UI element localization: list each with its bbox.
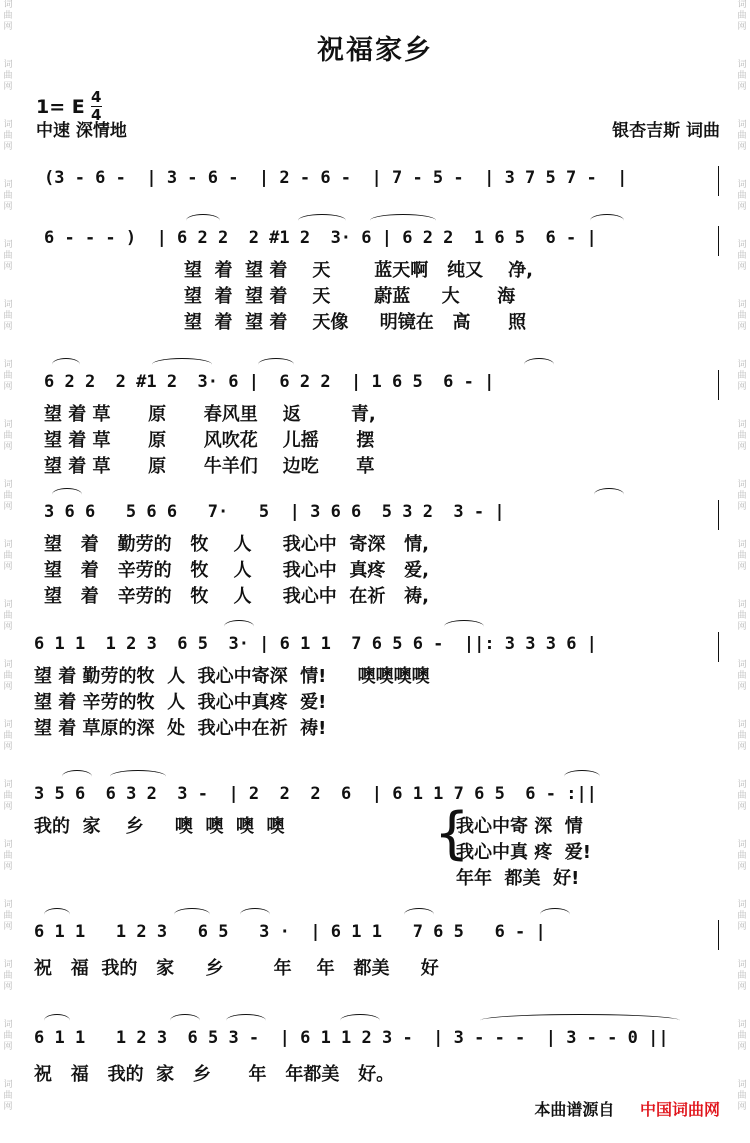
watermark-char: 词 — [737, 240, 747, 250]
watermark-char: 网 — [3, 682, 13, 692]
watermark-char: 网 — [3, 82, 13, 92]
watermark-char: 网 — [3, 142, 13, 152]
watermark-cell — [2, 1080, 14, 1140]
notation-row — [0, 1020, 750, 1056]
watermark-cell — [2, 60, 14, 120]
notation-row — [0, 494, 750, 530]
watermark-char: 曲 — [3, 911, 13, 921]
notation-row — [0, 914, 750, 950]
watermark-char: 曲 — [737, 791, 747, 801]
watermark-char: 词 — [3, 1080, 13, 1090]
watermark-char: 曲 — [3, 551, 13, 561]
watermark-char: 网 — [737, 922, 747, 932]
watermark-char: 词 — [3, 240, 13, 250]
watermark-char: 网 — [737, 622, 747, 632]
lyric-line-3: 望 着 草原的深 处 我心中在祈 祷! — [34, 718, 327, 739]
page-title: 祝福家乡 — [317, 35, 433, 66]
watermark-char: 网 — [3, 802, 13, 812]
watermark-char: 曲 — [737, 491, 747, 501]
lyric-line-1: 祝 福 我的 家 乡 年 年都美 好。 — [34, 1064, 395, 1085]
notation: 3 5 6 6 3 2 3 - | 2 2 2 6 | 6 1 1 7 6 5 6 - :|| — [34, 784, 597, 804]
watermark-char: 词 — [737, 1080, 747, 1090]
lyric-line-3: 望 着 辛劳的 牧 人 我心中 在祈 祷, — [44, 586, 429, 607]
notation-row — [0, 626, 750, 662]
notation: 6 1 1 1 2 3 6 5 3 - | 6 1 1 2 3 - | 3 - - - | 3 - - 0 || — [34, 1028, 669, 1048]
notation: 6 - - - ) | 6 2 2 2 #1 2 3· 6 | 6 2 2 1 6 5 6 - | — [44, 228, 597, 248]
watermark-char: 曲 — [3, 851, 13, 861]
watermark-char: 词 — [3, 300, 13, 310]
lyric-line-2: 望 着 辛劳的牧 人 我心中真疼 爱! — [34, 692, 327, 713]
watermark-char: 词 — [737, 960, 747, 970]
watermark-char: 词 — [3, 420, 13, 430]
lyric-line-3: 望 着 草 原 牛羊们 边吃 草 — [44, 456, 375, 477]
tempo-marking: 中速 深情地 — [36, 121, 127, 141]
watermark-char: 曲 — [737, 851, 747, 861]
watermark-char: 网 — [737, 322, 747, 332]
watermark-char: 曲 — [737, 551, 747, 561]
key-label: 1= E — [36, 95, 85, 118]
watermark-char: 曲 — [737, 11, 747, 21]
watermark-char: 网 — [3, 502, 13, 512]
watermark-char: 网 — [737, 82, 747, 92]
watermark-char: 曲 — [3, 431, 13, 441]
watermark-char: 词 — [737, 660, 747, 670]
watermark-char: 网 — [3, 442, 13, 452]
watermark-char: 词 — [3, 900, 13, 910]
watermark-char: 曲 — [3, 71, 13, 81]
watermark-char: 网 — [3, 982, 13, 992]
watermark-cell — [736, 1080, 748, 1140]
watermark-char: 词 — [3, 660, 13, 670]
footer-source: 本曲谱源自 — [534, 1100, 615, 1119]
watermark-char: 曲 — [737, 191, 747, 201]
watermark-char: 网 — [3, 22, 13, 32]
lyric-line-1: 望 着 望 着 天 蓝天啊 纯又 净, — [184, 260, 533, 281]
watermark-char: 词 — [3, 720, 13, 730]
watermark-char: 词 — [737, 60, 747, 70]
watermark-char: 网 — [3, 922, 13, 932]
watermark-char: 曲 — [737, 131, 747, 141]
watermark-char: 网 — [3, 322, 13, 332]
watermark-char: 词 — [3, 0, 13, 10]
watermark-char: 词 — [737, 300, 747, 310]
watermark-char: 曲 — [3, 791, 13, 801]
watermark-char: 词 — [737, 1020, 747, 1030]
watermark-char: 词 — [737, 360, 747, 370]
notation: (3 - 6 - | 3 - 6 - | 2 - 6 - | 7 - 5 - | 3 7 5 7 - | — [44, 168, 628, 188]
watermark-char: 曲 — [737, 731, 747, 741]
watermark-char: 曲 — [737, 71, 747, 81]
notation-row — [0, 220, 750, 256]
watermark-char: 词 — [3, 120, 13, 130]
watermark-char: 词 — [737, 120, 747, 130]
notation: 6 1 1 1 2 3 6 5 3· | 6 1 1 7 6 5 6 - ||: 3 3 3 6 | — [34, 634, 597, 654]
watermark-char: 网 — [3, 1042, 13, 1052]
watermark-char: 词 — [3, 60, 13, 70]
watermark-char: 词 — [737, 780, 747, 790]
watermark-char: 词 — [737, 0, 747, 10]
lyric-line-1: 祝 福 我的 家 乡 年 年 都美 好 — [34, 958, 439, 979]
watermark-char: 曲 — [737, 611, 747, 621]
watermark-char: 网 — [737, 22, 747, 32]
lyric-line-2: 望 着 辛劳的 牧 人 我心中 真疼 爱, — [44, 560, 429, 581]
watermark-char: 网 — [737, 982, 747, 992]
watermark-char: 曲 — [737, 1031, 747, 1041]
watermark-char: 词 — [3, 1020, 13, 1030]
watermark-char: 网 — [3, 622, 13, 632]
lyric-line-3: 望 着 望 着 天像 明镜在 高 照 — [184, 312, 527, 333]
watermark-char: 网 — [737, 802, 747, 812]
notation-row — [0, 776, 750, 812]
watermark-char: 网 — [3, 202, 13, 212]
lyric-line-2: 望 着 望 着 天 蔚蓝 大 海 — [184, 286, 516, 307]
watermark-char: 网 — [3, 562, 13, 572]
watermark-char: 词 — [737, 720, 747, 730]
watermark-char: 曲 — [3, 131, 13, 141]
watermark-char: 曲 — [3, 491, 13, 501]
watermark-char: 曲 — [737, 311, 747, 321]
watermark-char: 网 — [3, 1102, 13, 1112]
time-top: 4 — [91, 88, 102, 106]
watermark-char: 曲 — [737, 911, 747, 921]
watermark-char: 词 — [737, 600, 747, 610]
credit: 银杏吉斯 词曲 — [612, 121, 720, 141]
watermark-char: 网 — [737, 202, 747, 212]
watermark-char: 曲 — [737, 251, 747, 261]
watermark-char: 曲 — [3, 251, 13, 261]
watermark-char: 曲 — [3, 611, 13, 621]
watermark-char: 词 — [737, 480, 747, 490]
lyric-line-2: 我心中寄 深 情 — [456, 816, 583, 837]
watermark-char: 曲 — [3, 971, 13, 981]
watermark-char: 词 — [3, 180, 13, 190]
watermark-char: 曲 — [3, 731, 13, 741]
watermark-char: 曲 — [3, 671, 13, 681]
lyric-line-1: 我的 家 乡 噢 噢 噢 噢 — [34, 816, 285, 837]
lyric-line-2: 望 着 草 原 风吹花 儿摇 摆 — [44, 430, 375, 451]
notation: 6 2 2 2 #1 2 3· 6 | 6 2 2 | 1 6 5 6 - | — [44, 372, 495, 392]
watermark-char: 曲 — [3, 1031, 13, 1041]
watermark-char: 网 — [3, 382, 13, 392]
verse-bracket: { — [434, 801, 470, 866]
watermark-char: 曲 — [737, 671, 747, 681]
footer — [534, 1097, 720, 1120]
watermark-char: 曲 — [3, 191, 13, 201]
lyric-line-1: 望 着 勤劳的牧 人 我心中寄深 情! 噢噢噢噢 — [34, 666, 430, 687]
watermark-char: 词 — [3, 960, 13, 970]
notation-row — [0, 364, 750, 400]
watermark-char: 词 — [3, 780, 13, 790]
watermark-char: 网 — [737, 862, 747, 872]
watermark-char: 曲 — [3, 311, 13, 321]
watermark-char: 网 — [737, 142, 747, 152]
lyric-line-3: 我心中真 疼 爱! — [456, 842, 592, 863]
watermark-char: 词 — [3, 360, 13, 370]
watermark-char: 曲 — [737, 1091, 747, 1101]
watermark-char: 词 — [737, 840, 747, 850]
watermark-char: 网 — [3, 262, 13, 272]
notation-row — [0, 160, 750, 196]
lyric-line-1: 望 着 勤劳的 牧 人 我心中 寄深 情, — [44, 534, 429, 555]
watermark-char: 词 — [737, 180, 747, 190]
watermark-char: 词 — [3, 840, 13, 850]
watermark-char: 词 — [3, 540, 13, 550]
watermark-char: 词 — [737, 420, 747, 430]
watermark-char: 网 — [3, 862, 13, 872]
lyric-line-4: 年年 都美 好! — [456, 868, 580, 889]
notation: 6 1 1 1 2 3 6 5 3 · | 6 1 1 7 6 5 6 - | — [34, 922, 546, 942]
notation: 3 6 6 5 6 6 7· 5 | 3 6 6 5 3 2 3 - | — [44, 502, 505, 522]
watermark-char: 网 — [737, 742, 747, 752]
watermark-char: 网 — [737, 682, 747, 692]
watermark-char: 网 — [737, 262, 747, 272]
watermark-char: 曲 — [737, 371, 747, 381]
watermark-char: 词 — [737, 900, 747, 910]
watermark-char: 网 — [737, 502, 747, 512]
watermark-cell — [736, 60, 748, 120]
watermark-char: 曲 — [737, 431, 747, 441]
time-bottom: 4 — [91, 106, 102, 124]
watermark-char: 网 — [737, 382, 747, 392]
watermark-char: 词 — [3, 600, 13, 610]
watermark-char: 曲 — [737, 971, 747, 981]
footer-brand-link[interactable]: 中国词曲网 — [639, 1100, 720, 1119]
watermark-char: 词 — [737, 540, 747, 550]
watermark-char: 网 — [737, 1042, 747, 1052]
watermark-char: 曲 — [3, 371, 13, 381]
watermark-char: 网 — [3, 742, 13, 752]
watermark-char: 网 — [737, 442, 747, 452]
watermark-char: 网 — [737, 562, 747, 572]
watermark-char: 曲 — [3, 11, 13, 21]
lyric-line-1: 望 着 草 原 春风里 返 青, — [44, 404, 376, 425]
watermark-char: 曲 — [3, 1091, 13, 1101]
watermark-char: 词 — [3, 480, 13, 490]
watermark-char: 网 — [737, 1102, 747, 1112]
